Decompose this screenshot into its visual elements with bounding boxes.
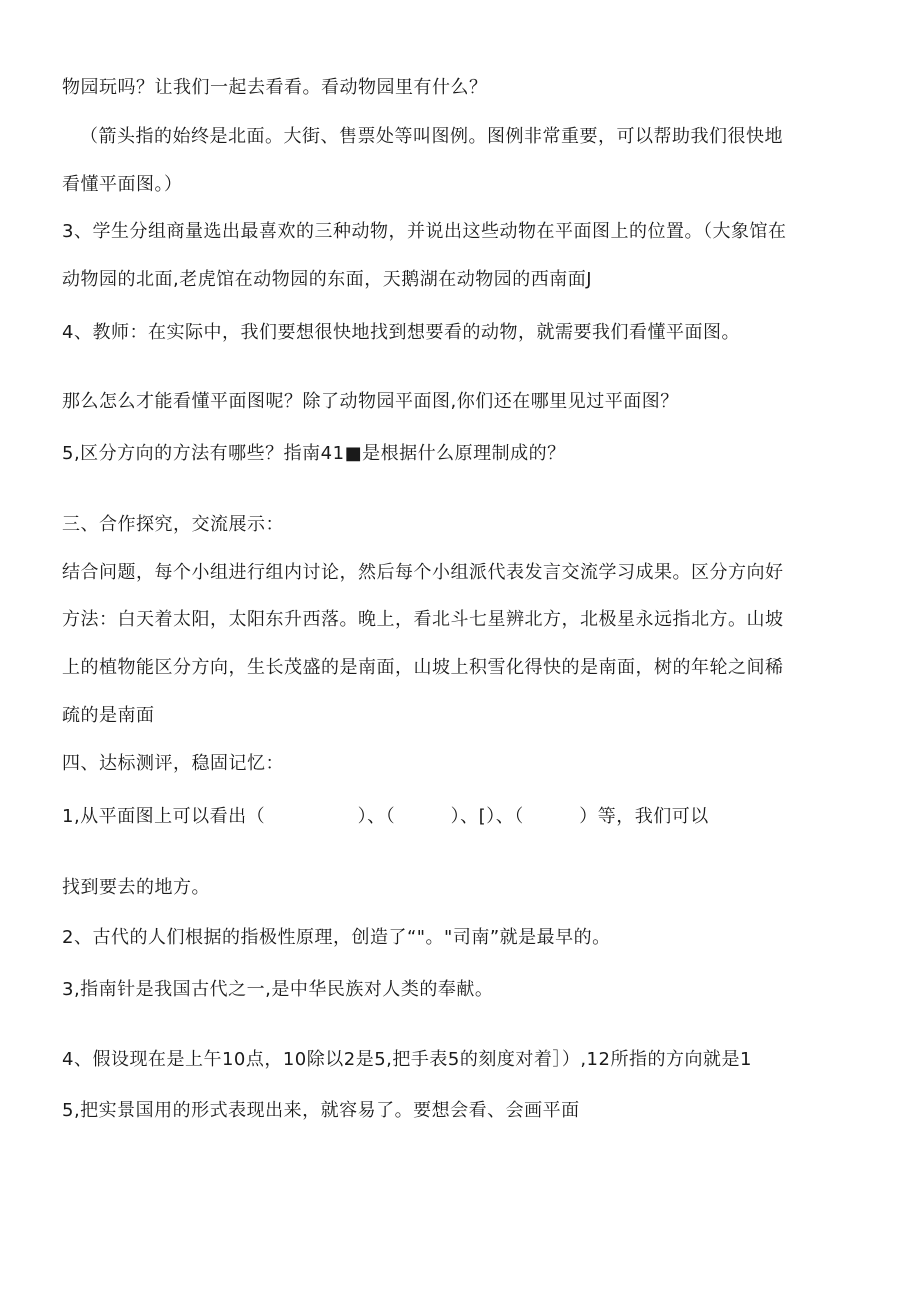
text-line-5: 动物园的北面,老虎馆在动物园的东面，天鹅湖在动物园的西南面J [62,269,593,290]
text-line-2: （箭头指的始终是北面。大街、售票处等叫图例。图例非常重要，可以帮助我们很快地 [80,126,783,147]
text-line-16: 找到要去的地方。 [62,877,210,898]
text-line-17: 2、古代的人们根据的指极性原理，创造了“"。"司南”就是最早的。 [62,927,611,948]
text-line-20: 5,把实景国用的形式表现出来，就容易了。要想会看、会画平面 [62,1100,580,1121]
text-line-12: 上的植物能区分方向，生长茂盛的是南面，山坡上积雪化得快的是南面，树的年轮之间稀 [62,657,784,678]
section-heading-cooperate: 三、合作探究，交流展示： [62,514,284,535]
text-line-8: 5,区分方向的方法有哪些？指南41■是根据什么原理制成的？ [62,443,566,464]
text-line-10: 结合问题，每个小组进行组内讨论，然后每个小组派代表发言交流学习成果。区分方向好 [62,562,784,583]
text-line-11: 方法：白天着太阳，太阳东升西落。晚上，看北斗七星辨北方，北极星永远指北方。山坡 [62,609,784,630]
text-line-4: 3、学生分组商量选出最喜欢的三种动物，并说出这些动物在平面图上的位置。（大象馆在 [62,221,787,242]
text-line-18: 3,指南针是我国古代之一,是中华民族对人类的奉献。 [62,979,494,1000]
text-line-6: 4、教师：在实际中，我们要想很快地找到想要看的动物，就需要我们看懂平面图。 [62,322,740,343]
section-heading-test: 四、达标测评，稳固记忆： [62,753,284,774]
text-line-15: 1,从平面图上可以看出（ ）、（ ）、[）、（ ）等，我们可以 [62,806,709,827]
text-line-7: 那么怎么才能看懂平面图呢？除了动物园平面图,你们还在哪里见过平面图？ [62,391,679,412]
text-line-3: 看懂平面图。） [62,174,183,195]
text-line-1: 物园玩吗？让我们一起去看看。看动物园里有什么？ [62,77,488,98]
text-line-13: 疏的是南面 [62,705,155,726]
text-line-19: 4、假设现在是上午10点，10除以2是5,把手表5的刻度对着］）,12所指的方向就是1 [62,1049,752,1070]
